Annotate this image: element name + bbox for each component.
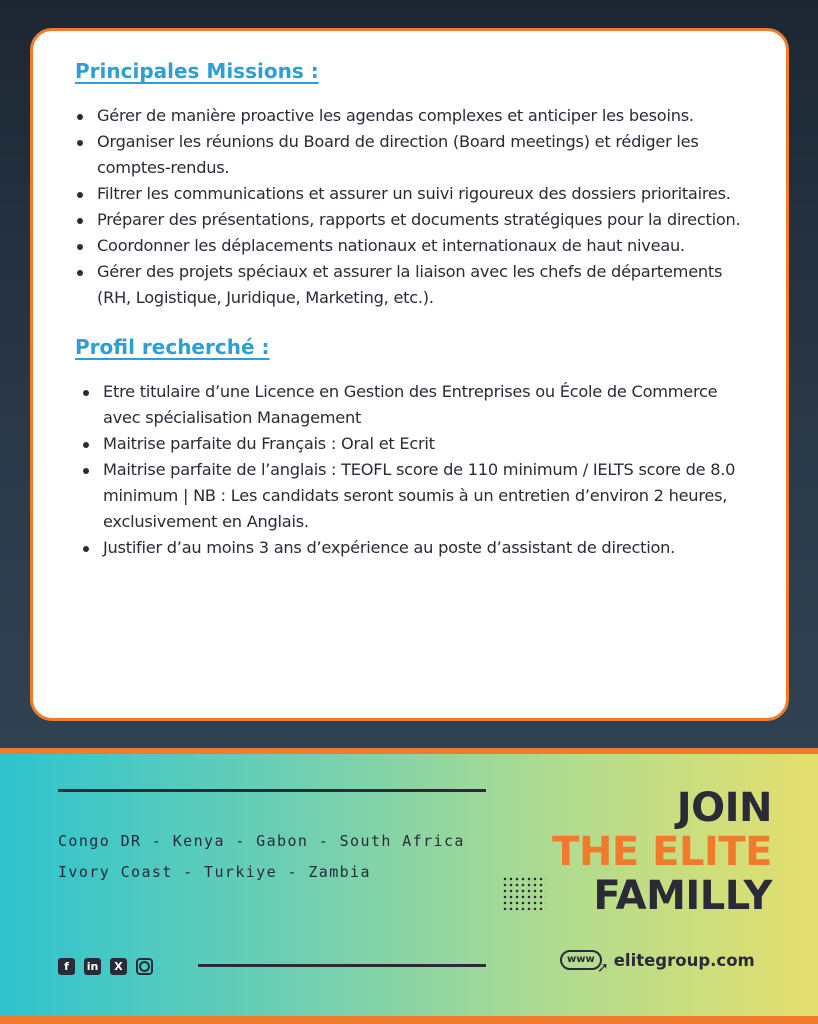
list-item: Filtrer les communications et assurer un suivi rigoureux des dossiers prioritaires. <box>75 181 756 207</box>
www-icon <box>560 950 609 976</box>
slogan-line: FAMILLY <box>593 873 772 919</box>
website-url[interactable]: elitegroup.com <box>613 950 755 970</box>
footer-bottom-accent <box>0 1016 818 1024</box>
slogan-line: JOIN <box>676 785 772 831</box>
list-item: Maitrise parfaite du Français : Oral et Ecrit <box>81 431 756 457</box>
list-item: Justifier d’au moins 3 ans d’expérience au poste d’assistant de direction. <box>81 535 756 561</box>
dot-pattern-decoration <box>502 876 546 910</box>
profil-title: Profil recherché : <box>75 335 270 359</box>
facebook-icon[interactable]: f <box>58 958 75 975</box>
profil-list <box>75 379 756 561</box>
footer-divider-bottom <box>198 964 486 967</box>
instagram-icon[interactable] <box>136 958 153 975</box>
cursor-icon: ➚ <box>596 960 609 976</box>
www-label: www <box>567 954 595 965</box>
list-item: Gérer des projets spéciaux et assurer la liaison avec les chefs de départements (RH, Logistique, Juridique, Marketing, etc.). <box>75 259 756 311</box>
footer <box>0 754 818 1016</box>
list-item: Organiser les réunions du Board de direction (Board meetings) et rédiger les comptes-rendus. <box>75 129 756 181</box>
slogan-line-highlight: THE ELITE <box>552 829 772 875</box>
footer-divider-top <box>58 789 486 792</box>
website-link[interactable] <box>560 950 755 976</box>
social-links <box>58 958 153 975</box>
list-item: Maitrise parfaite de l’anglais : TEOFL score de 110 minimum / IELTS score de 8.0 minimum | NB : Les candidats seront soumis à un entretien d’environ 2 heures, exclusivement en Anglais. <box>81 457 756 535</box>
x-icon[interactable]: X <box>110 958 127 975</box>
countries-line: Congo DR - Kenya - Gabon - South Africa <box>58 832 465 850</box>
missions-list <box>75 103 756 311</box>
missions-title: Principales Missions : <box>75 59 319 83</box>
countries-list <box>58 826 465 888</box>
slogan <box>552 786 772 918</box>
linkedin-icon[interactable]: in <box>84 958 101 975</box>
countries-line: Ivory Coast - Turkiye - Zambia <box>58 863 371 881</box>
list-item: Gérer de manière proactive les agendas complexes et anticiper les besoins. <box>75 103 756 129</box>
job-description-card <box>30 28 789 721</box>
list-item: Etre titulaire d’une Licence en Gestion des Entreprises ou École de Commerce avec spécialisation Management <box>81 379 756 431</box>
list-item: Coordonner les déplacements nationaux et internationaux de haut niveau. <box>75 233 756 259</box>
list-item: Préparer des présentations, rapports et documents stratégiques pour la direction. <box>75 207 756 233</box>
